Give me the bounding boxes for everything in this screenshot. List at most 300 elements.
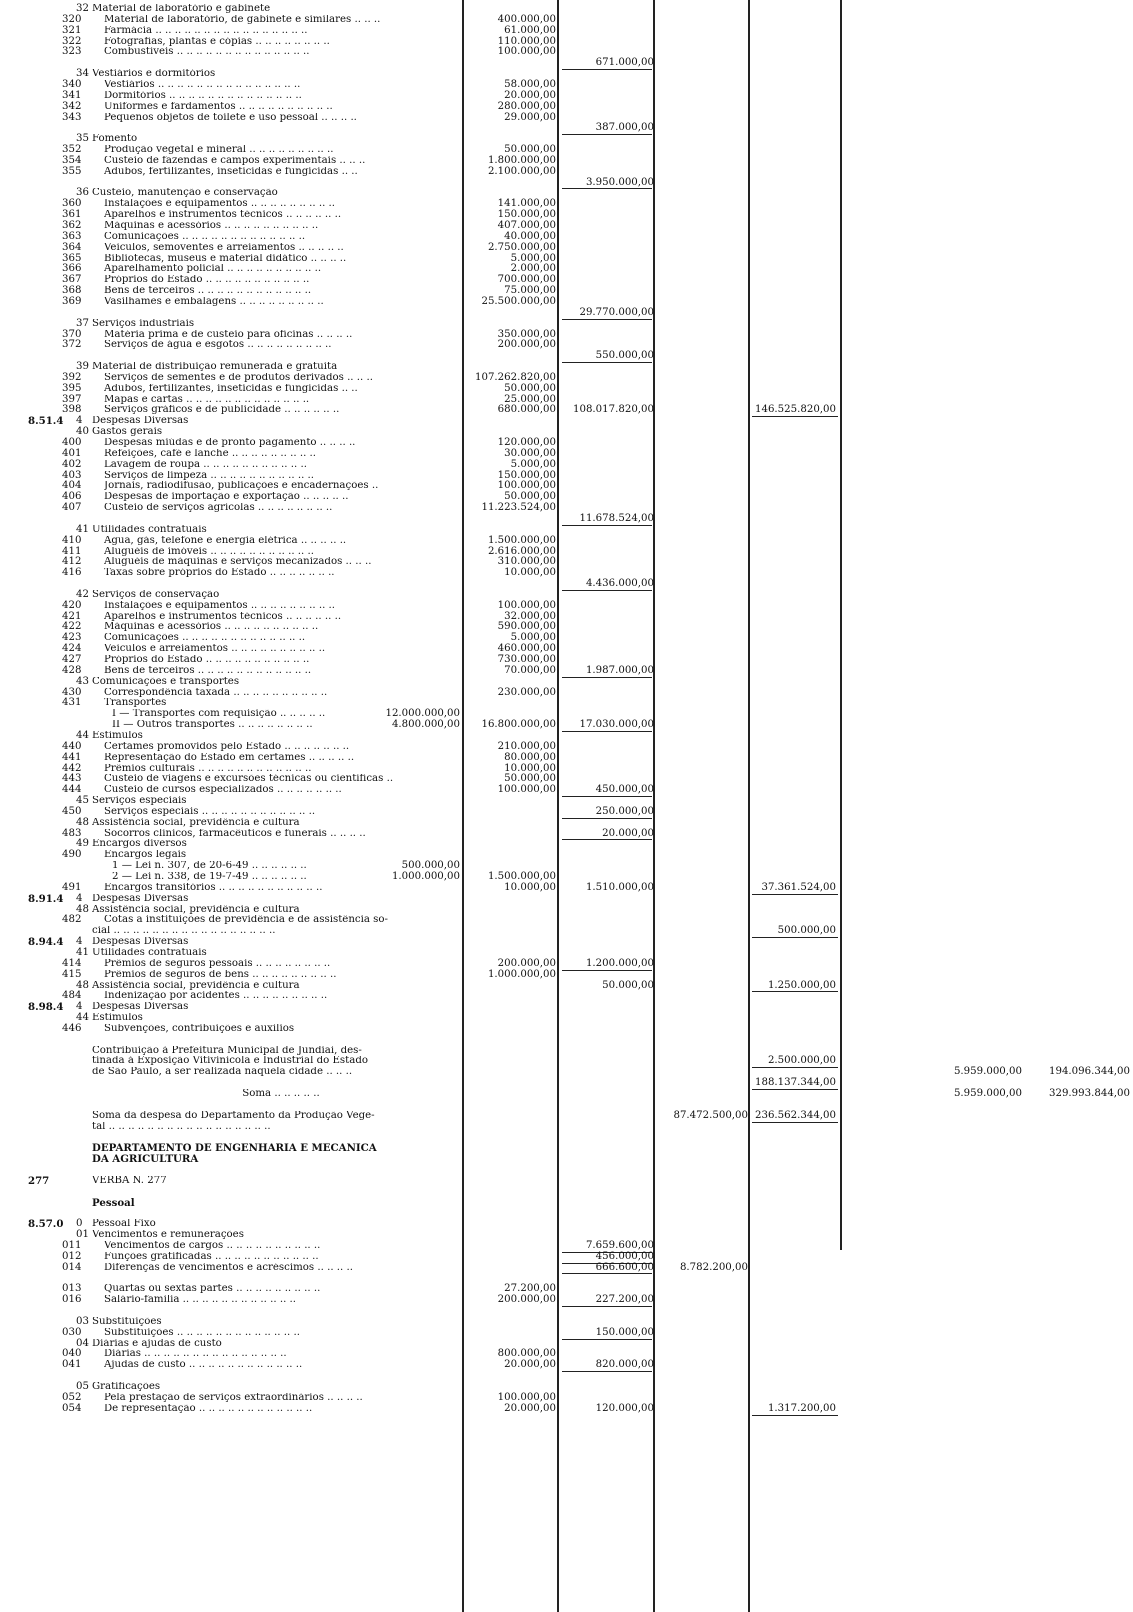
ledger-line — [0, 80, 1133, 91]
line-description: Serviços de limpeza .. .. .. .. .. .. .. .. .. .. .. — [104, 470, 315, 481]
line-description: Gratificações — [92, 1381, 161, 1392]
line-description: Bibliotecas, museus e material didático .. .. .. .. — [104, 253, 347, 264]
item-code: 444 — [62, 784, 82, 796]
group-code: 39 — [76, 361, 89, 373]
line-description: Jornais, radiodifusão, publicações e encadernações .. — [104, 481, 379, 492]
item-code: 440 — [62, 740, 82, 752]
ledger-line — [0, 785, 1133, 796]
line-description: Serviços especiais — [92, 796, 187, 807]
line-description: Utilidades contratuais — [92, 947, 207, 958]
subgroup-code: 0 — [76, 1218, 83, 1230]
ledger-line — [0, 557, 1133, 568]
amount-col-6: 329.993.844,00 — [1048, 1088, 1130, 1099]
item-code: 410 — [62, 534, 82, 546]
ledger-line — [0, 156, 1133, 167]
line-description: Custeio de serviços agrícolas .. .. .. .. .. .. .. .. — [104, 503, 333, 514]
ledger-line — [0, 829, 1133, 840]
line-description: Representação do Estado em certames .. .. .. .. .. — [104, 752, 355, 763]
line-description: Próprios do Estado .. .. .. .. .. .. .. .. .. .. .. — [104, 655, 310, 665]
line-description: Pela prestação de serviços extraordinários .. .. .. .. — [104, 1392, 363, 1403]
item-code: 369 — [62, 295, 82, 307]
ledger-line — [0, 547, 1133, 558]
ledger-line — [0, 416, 1133, 427]
amount-col-1: 20.000,00 — [504, 1359, 556, 1371]
ledger-line — [0, 1143, 1133, 1154]
line-description: Material de laboratório e gabinete — [92, 4, 271, 14]
amount-col-2: 17.030.000,00 — [579, 719, 654, 731]
amount-col-1: 141.000,00 — [497, 198, 556, 210]
line-description: Adubos, fertilizantes, inseticidas e fungicidas .. .. — [104, 383, 358, 394]
ledger-line — [0, 460, 1133, 471]
ledger-line — [0, 471, 1133, 482]
line-description: Matéria prima e de custeio para oficinas .. .. .. .. — [104, 329, 353, 340]
item-code: 320 — [62, 13, 82, 25]
item-code: 040 — [62, 1348, 82, 1360]
ledger-line — [0, 1273, 1133, 1284]
ledger-line — [0, 1349, 1133, 1360]
ledger-line — [0, 1198, 1133, 1209]
ledger-line — [0, 796, 1133, 807]
line-description: Despesas Diversas — [92, 937, 189, 948]
ledger-line — [0, 883, 1133, 894]
item-code: 014 — [62, 1261, 82, 1273]
line-description: Certames promovidos pelo Estado .. .. .. .. .. .. .. — [104, 741, 350, 752]
item-code: 431 — [62, 697, 82, 709]
ledger-line — [0, 861, 1133, 872]
amount-col-1: 30.000,00 — [504, 447, 556, 459]
ledger-line — [0, 655, 1133, 666]
section-code: 8.57.0 — [28, 1218, 64, 1231]
ledger-line — [0, 384, 1133, 395]
group-code: 44 — [76, 1012, 89, 1024]
line-description: Fotografias, plantas e cópias .. .. .. .. .. .. .. .. — [104, 36, 330, 47]
subgroup-code: 4 — [76, 1001, 83, 1013]
line-description: Serviços gráficos e de publicidade .. .. .. .. .. .. — [104, 405, 340, 416]
amount-col-1: 700.000,00 — [497, 274, 556, 286]
amount-col-1: 210.000,00 — [497, 740, 556, 752]
line-description: Prêmios de seguros pessoais .. .. .. .. .. .. .. .. — [104, 958, 331, 969]
line-description: Vestiários e dormitórios — [92, 69, 216, 80]
amount-col-2: 227.200,00 — [595, 1294, 654, 1306]
amount-col-2: 671.000,00 — [595, 57, 654, 69]
line-description: Vestiários .. .. .. .. .. .. .. .. .. .. .. .. .. .. .. — [104, 79, 301, 90]
amount-col-1: 730.000,00 — [497, 654, 556, 665]
line-description: Utilidades contratuais — [92, 524, 207, 535]
ledger-line — [0, 1328, 1133, 1339]
section-code: 277 — [28, 1174, 50, 1187]
amount-col-3: 87.472.500,00 — [673, 1109, 748, 1121]
ledger-line — [0, 1393, 1133, 1404]
item-code: 420 — [62, 599, 82, 611]
ledger-line — [0, 1382, 1133, 1393]
item-code: 368 — [62, 285, 82, 297]
ledger-line — [0, 1089, 1133, 1100]
ledger-line — [0, 612, 1133, 623]
line-description: Transportes — [104, 698, 167, 709]
line-description: Despesas de importação e exportação .. .. .. .. .. — [104, 492, 349, 503]
line-description: Material de distribuição remunerada e gratuita — [92, 362, 338, 373]
item-code: 411 — [62, 545, 82, 557]
ledger-line — [0, 232, 1133, 243]
item-code: 013 — [62, 1283, 82, 1295]
ledger-line — [0, 188, 1133, 199]
ledger-line — [0, 688, 1133, 699]
amount-col-1: 107.262.820,00 — [474, 371, 556, 383]
amount-col-1: 407.000,00 — [497, 220, 556, 231]
amount-col-1: 16.800.000,00 — [481, 719, 556, 731]
item-code: 041 — [62, 1359, 82, 1371]
line-description: cial .. .. .. .. .. .. .. .. .. .. .. .. .. .. .. .. .. — [92, 926, 276, 937]
ledger-line — [0, 731, 1133, 742]
ledger-line — [0, 330, 1133, 341]
item-code: 446 — [62, 1022, 82, 1034]
item-code: 321 — [62, 24, 82, 36]
amount-col-1: 400.000,00 — [497, 13, 556, 25]
ledger-line — [0, 395, 1133, 406]
amount-col-2: 1.200.000,00 — [585, 957, 654, 969]
line-description: Cotas a instituições de previdência e de assistência so- — [104, 915, 388, 926]
group-code: 48 — [76, 816, 89, 828]
item-code: 442 — [62, 762, 82, 774]
amount-col-4: 188.137.344,00 — [754, 1077, 836, 1089]
line-description: Encargos transitórios .. .. .. .. .. .. .. .. .. .. .. — [104, 882, 323, 893]
amount-col-2: 20.000,00 — [602, 827, 654, 839]
amount-col-4: 1.250.000,00 — [767, 979, 836, 991]
item-code: 450 — [62, 805, 82, 817]
line-description: Assistência social, previdência e cultura — [92, 980, 300, 991]
item-code: 490 — [62, 849, 82, 861]
ledger-line — [0, 340, 1133, 351]
line-description: Produção vegetal e mineral .. .. .. .. .. .. .. .. .. — [104, 145, 334, 156]
ledger-line — [0, 134, 1133, 145]
line-description: Despesas Diversas — [92, 416, 189, 427]
amount-col-2: 150.000,00 — [595, 1326, 654, 1338]
group-code: 40 — [76, 426, 89, 438]
line-description: Vencimentos de cargos .. .. .. .. .. .. .. .. .. .. — [104, 1240, 321, 1251]
amount-col-1: 10.000,00 — [504, 567, 556, 579]
amount-col-1: 80.000,00 — [504, 751, 556, 763]
amount-col-1: 32.000,00 — [504, 610, 556, 622]
line-description: Encargos diversos — [92, 839, 187, 850]
ledger-line — [0, 91, 1133, 102]
amount-col-4: 236.562.344,00 — [754, 1109, 836, 1121]
item-code: 424 — [62, 643, 82, 655]
ledger-line — [0, 1002, 1133, 1013]
amount-col-2: 550.000,00 — [595, 350, 654, 362]
item-code: 416 — [62, 567, 82, 579]
line-description: Despesas Diversas — [92, 893, 189, 904]
ledger-line — [0, 503, 1133, 514]
ledger-line — [0, 264, 1133, 275]
line-description: Pequenos objetos de toilete e uso pessoal .. .. .. .. — [104, 112, 357, 123]
item-code: 398 — [62, 404, 82, 416]
ledger-line — [0, 286, 1133, 297]
amount-col-1: 200.000,00 — [497, 339, 556, 351]
line-description: Adubos, fertilizantes, inseticidas e fungicidas .. .. — [104, 166, 358, 177]
line-description: Diárias .. .. .. .. .. .. .. .. .. .. .. .. .. .. .. — [104, 1349, 287, 1360]
line-description: Prêmios culturais .. .. .. .. .. .. .. .. .. .. .. .. — [104, 763, 312, 774]
line-description: Serviços de água e esgotos .. .. .. .. .. .. .. .. .. — [104, 340, 332, 351]
item-code: 392 — [62, 371, 82, 383]
line-description: Substituições — [92, 1316, 162, 1327]
amount-col-1: 70.000,00 — [504, 664, 556, 676]
group-code: 41 — [76, 946, 89, 958]
ledger-line — [0, 818, 1133, 829]
amount-col-2: 108.017.820,00 — [572, 404, 654, 416]
line-description: Diferenças de vencimentos e acréscimos .. .. .. .. — [104, 1262, 353, 1273]
ledger-line — [0, 243, 1133, 254]
line-description: Despesas miúdas e de pronto pagamento .. .. .. .. — [104, 438, 356, 448]
item-code: 441 — [62, 751, 82, 763]
amount-col-4: 500.000,00 — [777, 925, 836, 937]
ledger-line — [0, 1295, 1133, 1306]
ledger-line — [0, 275, 1133, 286]
line-description: Despesas Diversas — [92, 1002, 189, 1013]
line-description: Quartas ou sextas partes .. .. .. .. .. .. .. .. .. — [104, 1284, 321, 1295]
amount-col-1: 110.000,00 — [497, 35, 556, 47]
amount-col-1: 20.000,00 — [504, 1402, 556, 1414]
group-code: 44 — [76, 729, 89, 741]
ledger-line — [0, 720, 1133, 731]
line-description: Assistência social, previdência e cultura — [92, 904, 300, 915]
amount-col-1: 200.000,00 — [497, 957, 556, 969]
line-description: Lavagem de roupa .. .. .. .. .. .. .. .. .. .. .. — [104, 459, 307, 470]
line-description: Funções gratificadas .. .. .. .. .. .. .. .. .. .. .. — [104, 1251, 319, 1262]
ledger-line — [0, 536, 1133, 547]
ledger-line — [0, 1122, 1133, 1133]
item-code: 415 — [62, 968, 82, 980]
item-code: 406 — [62, 491, 82, 503]
ledger-line — [0, 1306, 1133, 1317]
ledger-line — [0, 926, 1133, 937]
ledger-line — [0, 579, 1133, 590]
line-description: Aluguéis de imóveis .. .. .. .. .. .. .. .. .. .. .. — [104, 546, 314, 557]
line-description: Salário-família .. .. .. .. .. .. .. .. .. .. .. .. — [104, 1295, 297, 1306]
item-code: 363 — [62, 230, 82, 242]
item-code: 428 — [62, 664, 82, 676]
item-code: 397 — [62, 393, 82, 405]
amount-col-2: 387.000,00 — [595, 122, 654, 134]
amount-col-1: 50.000,00 — [504, 491, 556, 503]
line-description: Soma da despesa do Departamento da Produção Vege- — [92, 1110, 375, 1121]
group-code: 04 — [76, 1337, 89, 1349]
amount-col-1: 25.500.000,00 — [481, 295, 556, 307]
amount-col-1: 590.000,00 — [497, 621, 556, 633]
amount-col-2: 250.000,00 — [595, 805, 654, 817]
ledger-line — [0, 4, 1133, 15]
ledger-line — [0, 123, 1133, 134]
line-description: Soma .. .. .. .. .. — [242, 1089, 320, 1099]
amount-col-5: 5.959.000,00 — [953, 1066, 1022, 1078]
item-code: 052 — [62, 1391, 82, 1403]
ledger-line — [0, 1111, 1133, 1122]
line-description: Ajudas de custo .. .. .. .. .. .. .. .. .. .. .. .. — [104, 1360, 303, 1371]
line-description: Farmácia .. .. .. .. .. .. .. .. .. .. .. .. .. .. .. .. — [104, 25, 308, 36]
line-description: Próprios do Estado .. .. .. .. .. .. .. .. .. .. .. — [104, 275, 310, 286]
item-code: 491 — [62, 881, 82, 893]
amount-col-1: 2.616.000,00 — [487, 545, 556, 557]
item-code: 343 — [62, 111, 82, 123]
ledger-line — [0, 709, 1133, 720]
item-code: 011 — [62, 1239, 82, 1251]
item-code: 030 — [62, 1326, 82, 1338]
amount-col-4: 2.500.000,00 — [767, 1055, 836, 1067]
ledger-line — [0, 47, 1133, 58]
ledger-line — [0, 1230, 1133, 1241]
amount-col-3: 8.782.200,00 — [679, 1261, 748, 1273]
item-code: 365 — [62, 252, 82, 264]
ledger-line — [0, 1154, 1133, 1165]
ledger-line — [0, 1013, 1133, 1024]
line-description: Máquinas e acessórios .. .. .. .. .. .. .. .. .. .. — [104, 622, 319, 633]
ledger-line — [0, 427, 1133, 438]
ledger-line — [0, 677, 1133, 688]
ledger-line — [0, 438, 1133, 449]
item-code: 054 — [62, 1402, 82, 1414]
group-code: 32 — [76, 3, 89, 14]
sub-amount: 4.800.000,00 — [391, 719, 460, 731]
line-description: Aluguéis de máquinas e serviços mecanizados .. .. .. — [104, 557, 372, 568]
ledger-line — [0, 764, 1133, 775]
ledger-line — [0, 449, 1133, 460]
amount-col-1: 150.000,00 — [497, 209, 556, 221]
amount-col-1: 50.000,00 — [504, 382, 556, 394]
amount-col-1: 1.000.000,00 — [487, 968, 556, 980]
line-description: Pessoal Fixo — [92, 1219, 156, 1230]
line-description: Assistência social, previdência e cultura — [92, 817, 300, 828]
line-description: Dormitórios .. .. .. .. .. .. .. .. .. .. .. .. .. .. — [104, 90, 302, 101]
line-description: Instalações e equipamentos .. .. .. .. .. .. .. .. .. — [104, 199, 336, 210]
ledger-line — [0, 481, 1133, 492]
amount-col-2: 29.770.000,00 — [579, 306, 654, 318]
ledger-line — [0, 959, 1133, 970]
line-description: Custeio de cursos especializados .. .. .. .. .. .. .. — [104, 785, 342, 796]
amount-col-1: 230.000,00 — [497, 686, 556, 698]
amount-col-5: 5.959.000,00 — [953, 1088, 1022, 1099]
amount-col-1: 1.500.000,00 — [487, 534, 556, 546]
ledger-line — [0, 915, 1133, 926]
ledger-line — [0, 850, 1133, 861]
ledger-line — [0, 839, 1133, 850]
line-description: Custeio de viagens e excursões técnicas ou científicas .. — [104, 774, 394, 785]
line-description: II — Outros transportes .. .. .. .. .. .. .. .. — [112, 720, 313, 731]
amount-col-1: 11.223.524,00 — [481, 502, 556, 514]
amount-col-1: 27.200,00 — [504, 1283, 556, 1295]
amount-col-1: 2.100.000,00 — [487, 165, 556, 177]
amount-col-1: 61.000,00 — [504, 24, 556, 36]
amount-col-1: 50.000,00 — [504, 773, 556, 785]
ledger-line — [0, 1241, 1133, 1252]
group-code: 43 — [76, 675, 89, 687]
ledger-line — [0, 319, 1133, 330]
line-description: I — Transportes com requisição .. .. .. .. .. — [112, 709, 326, 720]
ledger-line — [0, 178, 1133, 189]
line-description: Uniformes e fardamentos .. .. .. .. .. .. .. .. .. .. — [104, 101, 333, 112]
section-code: 8.91.4 — [28, 892, 64, 905]
group-code: 48 — [76, 903, 89, 915]
item-code: 414 — [62, 957, 82, 969]
line-description: Prêmios de seguros de bens .. .. .. .. .. .. .. .. .. — [104, 969, 337, 980]
amount-col-1: 25.000,00 — [504, 393, 556, 405]
ledger-line — [0, 948, 1133, 959]
amount-col-2: 120.000,00 — [595, 1402, 654, 1414]
amount-col-2: 11.678.524,00 — [579, 512, 654, 524]
ledger-line — [0, 254, 1133, 265]
line-description: Substituições .. .. .. .. .. .. .. .. .. .. .. .. .. — [104, 1327, 300, 1338]
subgroup-code: 4 — [76, 892, 83, 904]
amount-col-1: 280.000,00 — [497, 100, 556, 112]
line-description: De representação .. .. .. .. .. .. .. .. .. .. .. .. — [104, 1403, 313, 1414]
amount-col-1: 40.000,00 — [504, 230, 556, 242]
amount-col-1: 2.000,00 — [510, 263, 556, 275]
group-code: 41 — [76, 523, 89, 535]
subgroup-code: 4 — [76, 415, 83, 427]
ledger-line — [0, 991, 1133, 1002]
item-code: 355 — [62, 165, 82, 177]
item-code: 322 — [62, 35, 82, 47]
ledger-line — [0, 698, 1133, 709]
ledger-line — [0, 742, 1133, 753]
ledger-line — [0, 210, 1133, 221]
line-description: Custeio, manutenção e conservação — [92, 188, 278, 199]
amount-col-1: 5.000,00 — [510, 458, 556, 470]
line-description: Socorros clínicos, farmacêuticos e funerais .. .. .. .. — [104, 828, 366, 839]
amount-col-1: 5.000,00 — [510, 632, 556, 644]
line-description: Vencimentos e remunerações — [92, 1230, 244, 1241]
item-code: 340 — [62, 78, 82, 90]
ledger-line — [0, 1219, 1133, 1230]
amount-col-1: 150.000,00 — [497, 469, 556, 481]
line-description: 2 — Lei n. 338, de 19-7-49 .. .. .. .. .. .. — [112, 872, 307, 882]
amount-col-2: 456.000,00 — [595, 1250, 654, 1262]
ledger-line — [0, 199, 1133, 210]
line-description: Aparelhos e instrumentos técnicos .. .. .. .. .. .. — [104, 611, 342, 622]
amount-col-1: 100.000,00 — [497, 46, 556, 58]
amount-col-1: 800.000,00 — [497, 1348, 556, 1360]
line-description: Água, gás, telefone e energia elétrica .. .. .. .. .. — [104, 535, 347, 546]
ledger-line — [0, 221, 1133, 232]
item-code: 407 — [62, 502, 82, 514]
line-description: Gastos gerais — [92, 427, 163, 438]
ledger-line — [0, 894, 1133, 905]
line-description: tal .. .. .. .. .. .. .. .. .. .. .. .. .. .. .. .. .. — [92, 1121, 271, 1132]
amount-col-2: 1.987.000,00 — [585, 664, 654, 676]
ledger-line — [0, 807, 1133, 818]
group-code: 03 — [76, 1315, 89, 1327]
line-description: Fomento — [92, 134, 138, 145]
ledger-line — [0, 1132, 1133, 1143]
item-code: 443 — [62, 773, 82, 785]
ledger-line — [0, 1035, 1133, 1046]
ledger-line — [0, 601, 1133, 612]
item-code: 402 — [62, 458, 82, 470]
sub-amount: 500.000,00 — [401, 860, 460, 872]
item-code: 362 — [62, 220, 82, 231]
amount-col-4: 1.317.200,00 — [767, 1402, 836, 1414]
item-code: 366 — [62, 263, 82, 275]
amount-col-1: 10.000,00 — [504, 762, 556, 774]
item-code: 427 — [62, 654, 82, 665]
section-code: 8.98.4 — [28, 1001, 64, 1014]
amount-col-1: 1.500.000,00 — [487, 871, 556, 882]
ledger-line — [0, 102, 1133, 113]
item-code: 482 — [62, 914, 82, 926]
line-description: Custeio de fazendas e campos experimentais .. .. .. — [104, 155, 366, 166]
section-code: 8.94.4 — [28, 936, 64, 949]
amount-col-4: 37.361.524,00 — [761, 881, 836, 893]
amount-col-2: 820.000,00 — [595, 1359, 654, 1371]
amount-col-4: 146.525.820,00 — [754, 404, 836, 416]
